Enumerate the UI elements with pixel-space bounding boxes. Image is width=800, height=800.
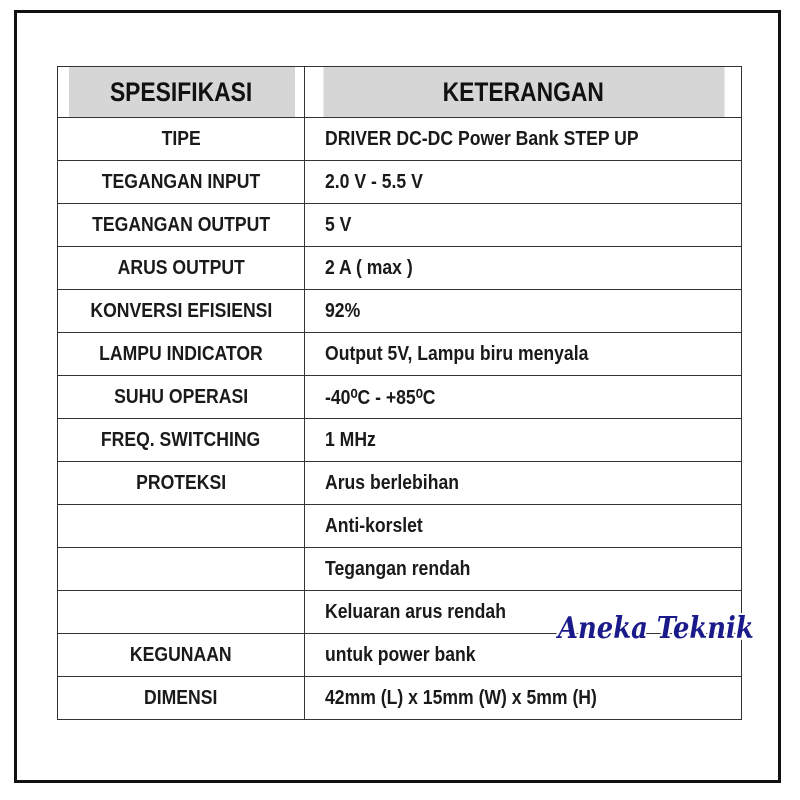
table-row	[58, 548, 742, 591]
spec-value-text: Arus berlebihan	[325, 471, 459, 494]
spec-value-cell	[305, 161, 742, 204]
spec-value-text: 42mm (L) x 15mm (W) x 5mm (H)	[325, 686, 597, 709]
spec-value-cell	[305, 204, 742, 247]
spec-value-text: Tegangan rendah	[325, 557, 471, 580]
table-row	[58, 419, 742, 462]
spec-key-text: TEGANGAN INPUT	[101, 170, 261, 193]
spec-value-text: Output 5V, Lampu biru menyala	[325, 342, 589, 365]
spec-key-text: KONVERSI EFISIENSI	[90, 299, 272, 322]
spec-key-cell	[58, 677, 305, 720]
header-spesifikasi: SPESIFIKASI	[67, 67, 294, 118]
spec-key-cell	[58, 505, 305, 548]
spec-key-text: LAMPU INDICATOR	[99, 342, 263, 365]
table-row	[58, 161, 742, 204]
spec-key-cell	[58, 376, 305, 419]
spec-value-text: 2.0 V - 5.5 V	[325, 170, 423, 193]
spec-value-text: untuk power bank	[325, 643, 476, 666]
spec-key-text: TEGANGAN OUTPUT	[92, 213, 270, 236]
spec-value-cell	[305, 505, 742, 548]
spec-key-text: ARUS OUTPUT	[117, 256, 245, 279]
spec-key-cell	[58, 204, 305, 247]
table-row	[58, 677, 742, 720]
spec-value-cell	[305, 333, 742, 376]
spec-value-cell	[305, 419, 742, 462]
spec-key-cell	[58, 333, 305, 376]
spec-key-text: FREQ. SWITCHING	[101, 428, 261, 451]
spec-value-cell	[305, 376, 742, 419]
spec-key-cell	[58, 548, 305, 591]
spec-value-cell	[305, 548, 742, 591]
table-row	[58, 247, 742, 290]
table-row	[58, 462, 742, 505]
table-row	[58, 118, 742, 161]
spec-value-text: Anti-korslet	[325, 514, 423, 537]
spec-value-text: DRIVER DC-DC Power Bank STEP UP	[325, 127, 639, 150]
spec-key-cell	[58, 118, 305, 161]
spec-value-text: 2 A ( max )	[325, 256, 413, 279]
spec-value-cell	[305, 247, 742, 290]
spec-value-text: Keluaran arus rendah	[325, 600, 506, 623]
table-row	[58, 204, 742, 247]
spec-value-cell	[305, 290, 742, 333]
spec-key-cell	[58, 591, 305, 634]
table-row	[58, 505, 742, 548]
spec-key-cell	[58, 462, 305, 505]
spec-value-cell	[305, 677, 742, 720]
spec-key-cell	[58, 161, 305, 204]
spec-value-text: 1 MHz	[325, 428, 376, 451]
spec-key-cell	[58, 634, 305, 677]
spec-key-cell	[58, 290, 305, 333]
watermark-aneka-teknik: Aneka Teknik	[558, 611, 754, 646]
spec-key-text: PROTEKSI	[136, 471, 226, 494]
header-keterangan: KETERANGAN	[322, 67, 724, 118]
spec-value-text: 92%	[325, 299, 361, 322]
spec-key-text: TIPE	[161, 127, 201, 150]
table-row	[58, 376, 742, 419]
spec-value-cell	[305, 118, 742, 161]
spec-value-text: -40⁰C - +85⁰C	[325, 386, 436, 409]
spec-key-text: SUHU OPERASI	[114, 385, 248, 408]
spec-key-text: DIMENSI	[144, 686, 218, 709]
header-row	[58, 67, 742, 118]
table-row	[58, 333, 742, 376]
spec-key-text: KEGUNAAN	[130, 643, 232, 666]
spec-key-cell	[58, 247, 305, 290]
table-row	[58, 290, 742, 333]
spec-key-cell	[58, 419, 305, 462]
spec-value-cell	[305, 462, 742, 505]
spec-value-text: 5 V	[325, 213, 352, 236]
